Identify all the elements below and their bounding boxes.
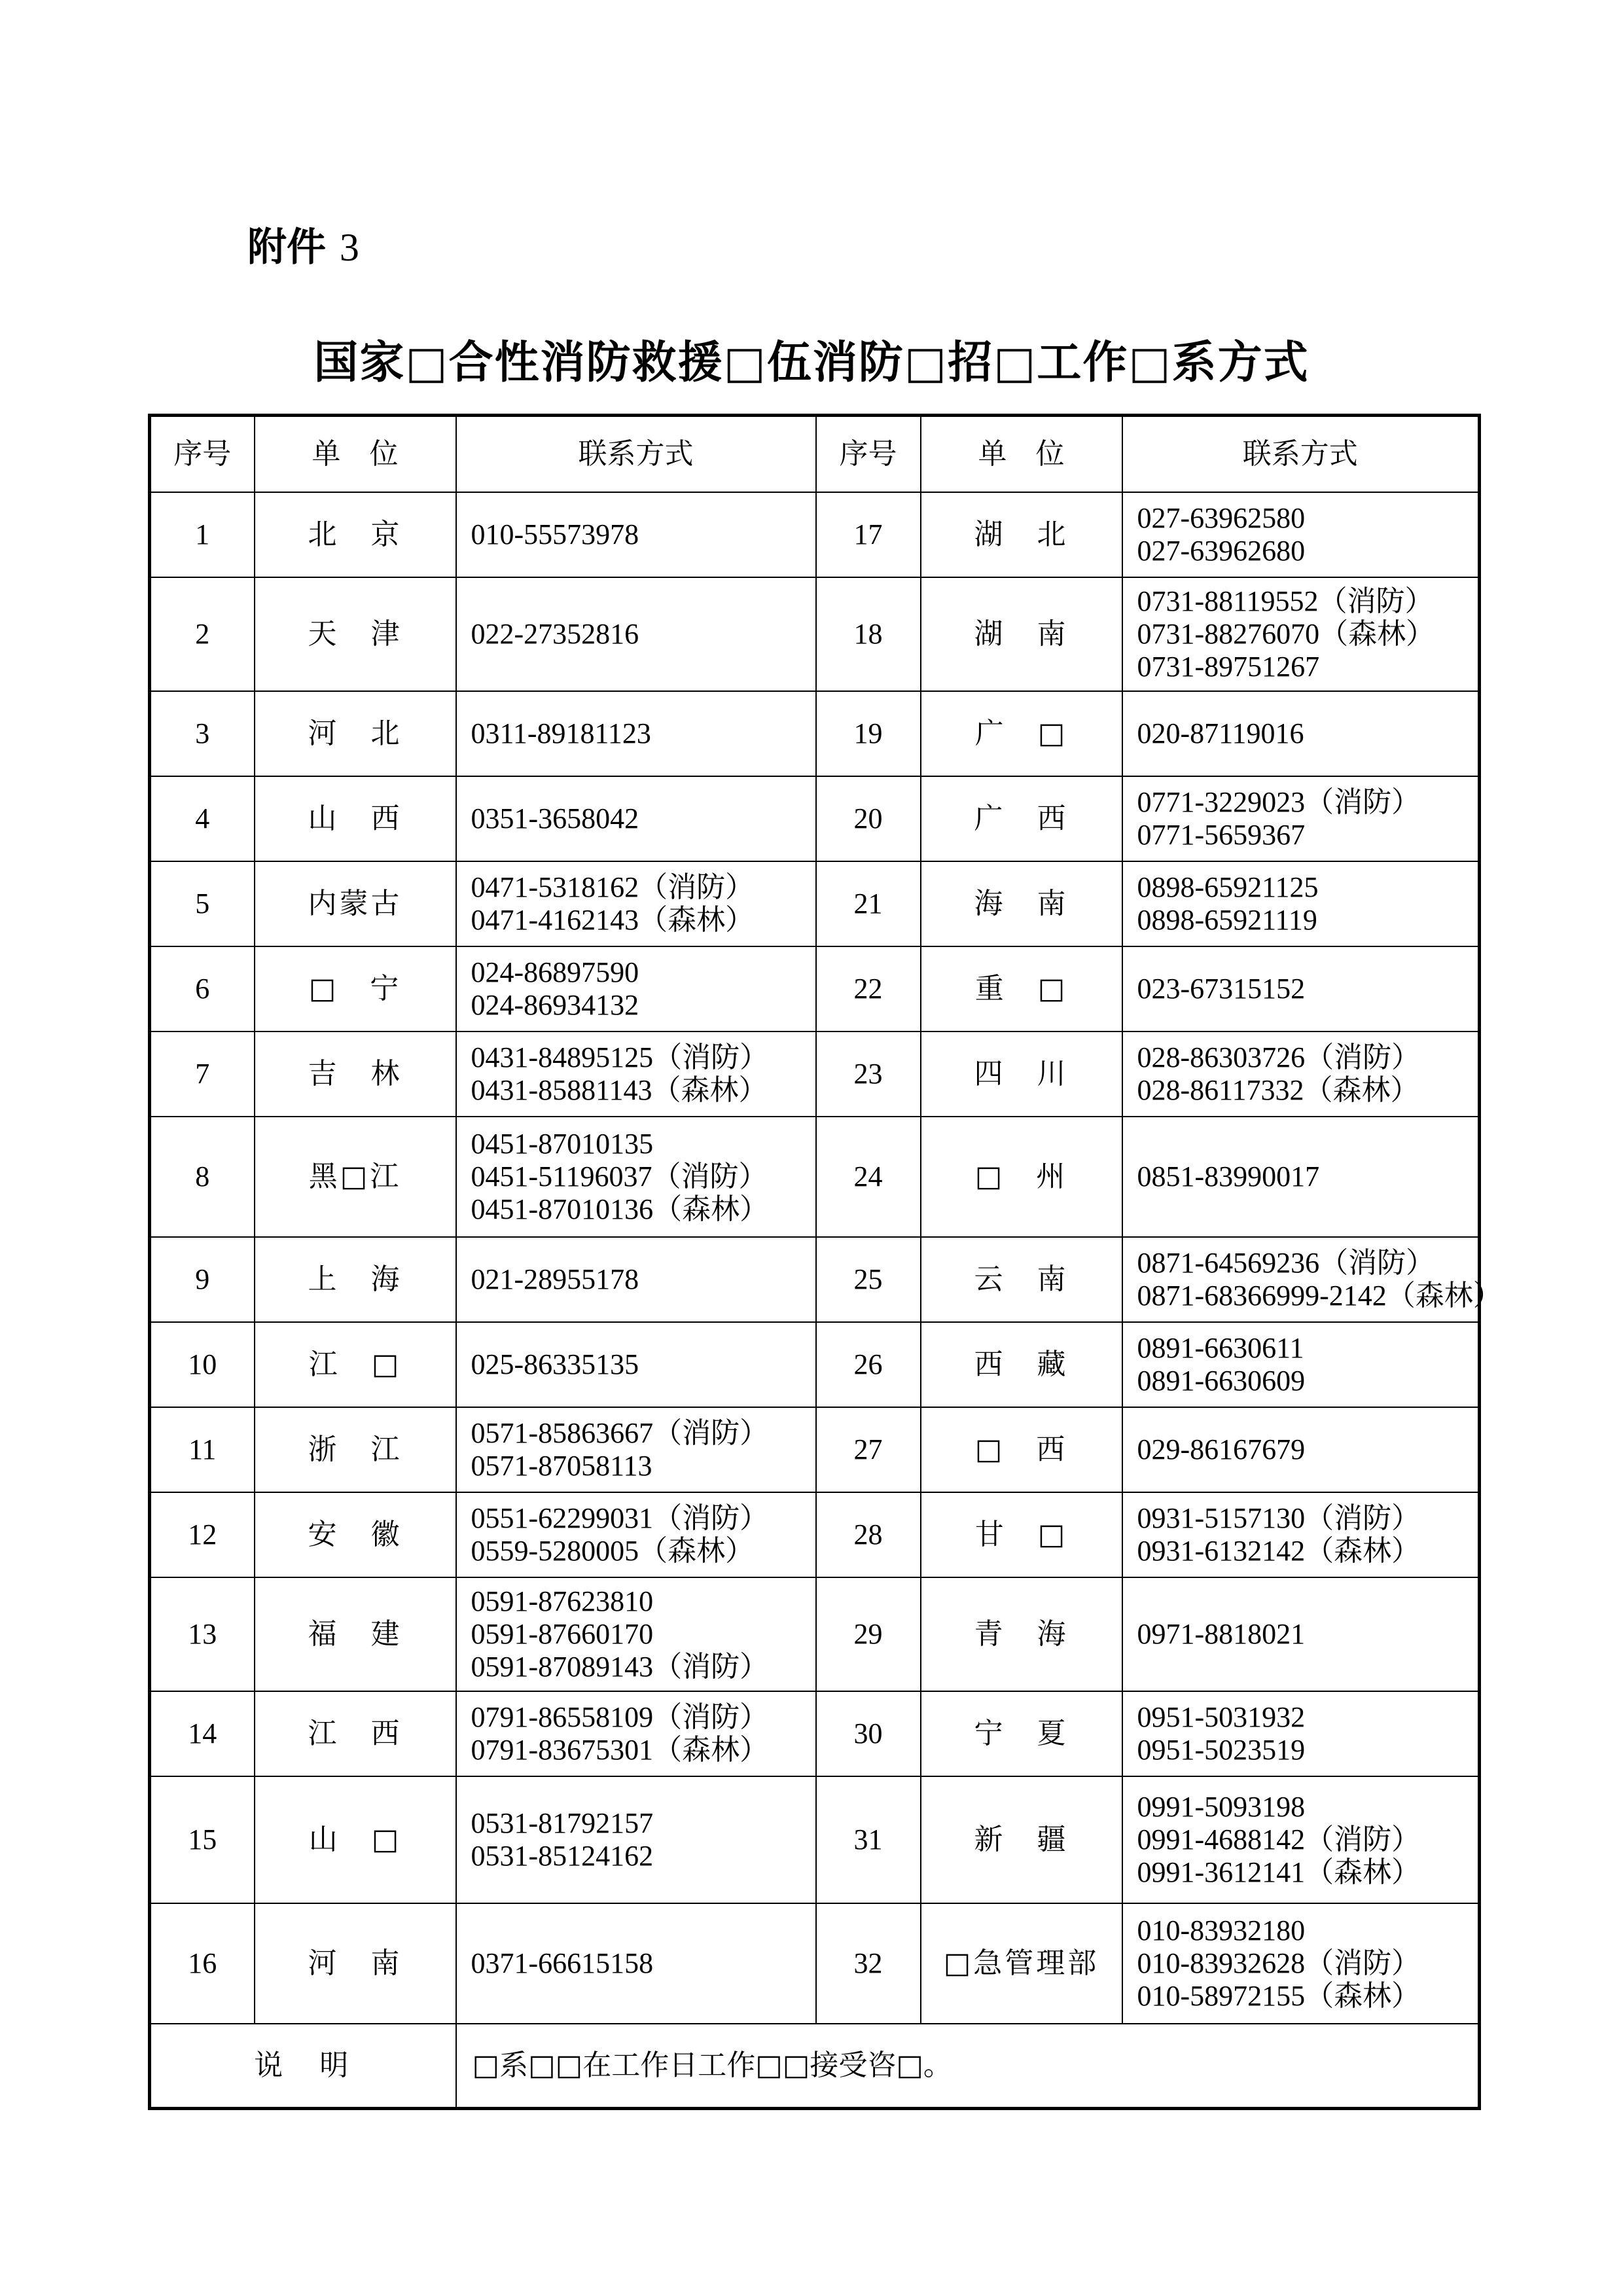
- contact-line: 0771-5659367: [1137, 819, 1306, 851]
- contact-line: 0951-5031932: [1137, 1701, 1306, 1733]
- contact-line: 023-67315152: [1137, 973, 1306, 1005]
- unit-cell: 江 西: [255, 1691, 456, 1776]
- seq-cell: 7: [150, 1031, 255, 1117]
- seq-cell: 18: [816, 577, 921, 691]
- contact-line: 029-86167679: [1137, 1433, 1306, 1465]
- table-row: [150, 1691, 1480, 1776]
- unit-cell: 广 □: [921, 691, 1122, 776]
- contact-cell: [1122, 1031, 1480, 1117]
- contact-line: 0851-83990017: [1137, 1160, 1320, 1193]
- contact-cell: [456, 1691, 816, 1776]
- seq-cell: 22: [816, 946, 921, 1031]
- table-row: [150, 1776, 1480, 1903]
- seq-cell: 2: [150, 577, 255, 691]
- contact-line: 0871-64569236（消防）: [1137, 1247, 1435, 1279]
- contact-cell: [456, 1776, 816, 1903]
- contact-line: 024-86934132: [471, 989, 639, 1021]
- contact-line: 0991-5093198: [1137, 1791, 1306, 1823]
- seq-cell: 13: [150, 1577, 255, 1691]
- attachment-number: 3: [339, 226, 359, 269]
- contact-line: 0451-51196037（消防）: [471, 1160, 768, 1193]
- seq-cell: 10: [150, 1322, 255, 1407]
- contact-line: 0451-87010136（森林）: [471, 1193, 769, 1225]
- contact-line: 0311-89181123: [471, 717, 651, 749]
- seq-cell: 1: [150, 492, 255, 577]
- contact-cell: [456, 1492, 816, 1577]
- seq-cell: 15: [150, 1776, 255, 1903]
- table-row: [150, 1903, 1480, 2024]
- table-row: [150, 1322, 1480, 1407]
- seq-cell: 21: [816, 861, 921, 946]
- contact-line: 0931-5157130（消防）: [1137, 1502, 1421, 1534]
- contact-cell: [456, 1577, 816, 1691]
- contact-line: 0531-81792157: [471, 1807, 654, 1839]
- table-row: [150, 691, 1480, 776]
- contact-cell: [1122, 577, 1480, 691]
- contact-line: 0771-3229023（消防）: [1137, 786, 1421, 818]
- unit-cell: 西 藏: [921, 1322, 1122, 1407]
- contact-line: 010-83932180: [1137, 1914, 1306, 1946]
- header-unit-left: 单 位: [255, 416, 456, 493]
- unit-cell: 河 北: [255, 691, 456, 776]
- contact-line: 027-63962580: [1137, 502, 1306, 534]
- contact-line: 028-86303726（消防）: [1137, 1041, 1421, 1073]
- unit-cell: 宁 夏: [921, 1691, 1122, 1776]
- contact-line: 0571-87058113: [471, 1450, 652, 1482]
- contact-cell: [456, 861, 816, 946]
- seq-cell: 28: [816, 1492, 921, 1577]
- unit-cell: 海 南: [921, 861, 1122, 946]
- contact-cell: [456, 577, 816, 691]
- note-label: 说 明: [150, 2024, 456, 2109]
- seq-cell: 24: [816, 1117, 921, 1237]
- contact-line: 0871-68366999-2142（森林）: [1137, 1280, 1502, 1312]
- unit-cell: 吉 林: [255, 1031, 456, 1117]
- contact-cell: [1122, 946, 1480, 1031]
- unit-cell: 广 西: [921, 776, 1122, 861]
- seq-cell: 8: [150, 1117, 255, 1237]
- table-row: [150, 1117, 1480, 1237]
- contact-line: 0371-66615158: [471, 1947, 654, 1979]
- contact-line: 020-87119016: [1137, 717, 1304, 749]
- table-row: [150, 1492, 1480, 1577]
- unit-cell: □ 西: [921, 1407, 1122, 1492]
- contact-cell: [1122, 492, 1480, 577]
- header-seq-right: 序号: [816, 416, 921, 493]
- contact-cell: [1122, 1577, 1480, 1691]
- table-row: [150, 1577, 1480, 1691]
- contact-line: 0731-88119552（消防）: [1137, 585, 1434, 617]
- contact-line: 0591-87089143（消防）: [471, 1651, 769, 1683]
- contact-line: 0431-85881143（森林）: [471, 1074, 768, 1106]
- contact-cell: [456, 691, 816, 776]
- contact-line: 010-83932628（消防）: [1137, 1947, 1421, 1979]
- seq-cell: 3: [150, 691, 255, 776]
- contact-line: 0531-85124162: [471, 1840, 654, 1872]
- contact-cell: [456, 1322, 816, 1407]
- contact-cell: [456, 946, 816, 1031]
- seq-cell: 16: [150, 1903, 255, 2024]
- unit-cell: 上 海: [255, 1237, 456, 1322]
- seq-cell: 4: [150, 776, 255, 861]
- seq-cell: 5: [150, 861, 255, 946]
- contact-line: 0571-85863667（消防）: [471, 1417, 769, 1449]
- table-row: [150, 776, 1480, 861]
- contact-line: 0891-6630609: [1137, 1365, 1306, 1397]
- seq-cell: 32: [816, 1903, 921, 2024]
- unit-cell: 内蒙古: [255, 861, 456, 946]
- unit-cell: 山 西: [255, 776, 456, 861]
- contact-line: 022-27352816: [471, 618, 639, 650]
- seq-cell: 19: [816, 691, 921, 776]
- seq-cell: 29: [816, 1577, 921, 1691]
- contact-line: 0731-89751267: [1137, 651, 1320, 683]
- contact-line: 0351-3658042: [471, 802, 639, 834]
- table-row: [150, 577, 1480, 691]
- unit-cell: 四 川: [921, 1031, 1122, 1117]
- contact-line: 0991-3612141（森林）: [1137, 1856, 1421, 1888]
- unit-cell: 湖 南: [921, 577, 1122, 691]
- contact-cell: [456, 1237, 816, 1322]
- contact-line: 0991-4688142（消防）: [1137, 1823, 1421, 1856]
- contact-cell: [456, 1407, 816, 1492]
- unit-cell: 北 京: [255, 492, 456, 577]
- unit-cell: □ 宁: [255, 946, 456, 1031]
- seq-cell: 26: [816, 1322, 921, 1407]
- unit-cell: 江 □: [255, 1322, 456, 1407]
- contact-line: 025-86335135: [471, 1348, 639, 1380]
- unit-cell: 新 疆: [921, 1776, 1122, 1903]
- unit-cell: 福 建: [255, 1577, 456, 1691]
- contact-cell: [1122, 776, 1480, 861]
- unit-cell: 湖 北: [921, 492, 1122, 577]
- header-contact-right: 联系方式: [1122, 416, 1480, 493]
- contact-line: 0931-6132142（森林）: [1137, 1535, 1421, 1567]
- attachment-label: [247, 216, 359, 272]
- contact-cell: [456, 1903, 816, 2024]
- contact-line: 010-55573978: [471, 518, 639, 550]
- unit-cell: 安 徽: [255, 1492, 456, 1577]
- contact-line: 0971-8818021: [1137, 1618, 1306, 1650]
- seq-cell: 20: [816, 776, 921, 861]
- contact-line: 0898-65921125: [1137, 871, 1319, 903]
- contact-line: 0451-87010135: [471, 1128, 654, 1160]
- contact-cell: [456, 492, 816, 577]
- unit-cell: 云 南: [921, 1237, 1122, 1322]
- contact-line: 0898-65921119: [1137, 904, 1317, 936]
- contact-cell: [1122, 1691, 1480, 1776]
- contact-cell: [456, 1031, 816, 1117]
- contact-line: 0591-87660170: [471, 1618, 654, 1650]
- contact-cell: [1122, 1237, 1502, 1322]
- table-row: [150, 946, 1480, 1031]
- contact-cell: [456, 1117, 816, 1237]
- contact-line: 0551-62299031（消防）: [471, 1502, 769, 1534]
- seq-cell: 27: [816, 1407, 921, 1492]
- seq-cell: 12: [150, 1492, 255, 1577]
- contact-line: 0891-6630611: [1137, 1332, 1304, 1364]
- table-row: [150, 1237, 1480, 1322]
- seq-cell: 30: [816, 1691, 921, 1776]
- contact-line: 0951-5023519: [1137, 1734, 1306, 1766]
- header-seq-left: 序号: [150, 416, 255, 493]
- table-row: [150, 1031, 1480, 1117]
- contact-line: 0471-5318162（消防）: [471, 871, 755, 903]
- unit-cell: 河 南: [255, 1903, 456, 2024]
- contact-line: 0791-83675301（森林）: [471, 1734, 769, 1766]
- unit-cell: □ 州: [921, 1117, 1122, 1237]
- note-text: □系□□在工作日工作□□接受咨□。: [456, 2024, 1480, 2109]
- table-row: [150, 492, 1480, 577]
- unit-cell: 山 □: [255, 1776, 456, 1903]
- contact-cell: [1122, 1407, 1480, 1492]
- unit-cell: 黑□江: [255, 1117, 456, 1237]
- contact-cell: [1122, 1903, 1480, 2024]
- page-title: 国家□合性消防救援□伍消防□招□工作□系方式: [313, 337, 1310, 389]
- seq-cell: 11: [150, 1407, 255, 1492]
- header-unit-right: 单 位: [921, 416, 1122, 493]
- contact-line: 021-28955178: [471, 1263, 639, 1295]
- seq-cell: 23: [816, 1031, 921, 1117]
- seq-cell: 9: [150, 1237, 255, 1322]
- contact-line: 0791-86558109（消防）: [471, 1701, 769, 1733]
- contact-line: 0559-5280005（森林）: [471, 1535, 755, 1567]
- unit-cell: 重 □: [921, 946, 1122, 1031]
- contact-cell: [1122, 1492, 1480, 1577]
- contact-line: 024-86897590: [471, 956, 639, 988]
- contact-line: 028-86117332（森林）: [1137, 1074, 1419, 1106]
- unit-cell: 浙 江: [255, 1407, 456, 1492]
- unit-cell: □急管理部: [921, 1903, 1122, 2024]
- contact-line: 010-58972155（森林）: [1137, 1980, 1421, 2012]
- table-header-row: [150, 416, 1480, 493]
- unit-cell: 甘 □: [921, 1492, 1122, 1577]
- contact-cell: [1122, 1322, 1480, 1407]
- contact-cell: [1122, 861, 1480, 946]
- contact-cell: [456, 776, 816, 861]
- contact-line: 0591-87623810: [471, 1585, 654, 1617]
- contact-line: 0471-4162143（森林）: [471, 904, 755, 936]
- seq-cell: 14: [150, 1691, 255, 1776]
- contact-table: [148, 414, 1502, 2110]
- contact-line: 027-63962680: [1137, 535, 1306, 567]
- seq-cell: 31: [816, 1776, 921, 1903]
- contact-line: 0731-88276070（森林）: [1137, 618, 1435, 650]
- contact-line: 0431-84895125（消防）: [471, 1041, 769, 1073]
- attachment-label-text: 附件: [247, 224, 326, 270]
- header-contact-left: 联系方式: [456, 416, 816, 493]
- contact-cell: [1122, 1117, 1480, 1237]
- contact-cell: [1122, 1776, 1480, 1903]
- table-row: [150, 1407, 1480, 1492]
- note-row: [150, 2024, 1480, 2109]
- seq-cell: 17: [816, 492, 921, 577]
- seq-cell: 6: [150, 946, 255, 1031]
- unit-cell: 青 海: [921, 1577, 1122, 1691]
- unit-cell: 天 津: [255, 577, 456, 691]
- seq-cell: 25: [816, 1237, 921, 1322]
- table-row: [150, 861, 1480, 946]
- table-body: [150, 492, 1502, 2024]
- contact-cell: [1122, 691, 1480, 776]
